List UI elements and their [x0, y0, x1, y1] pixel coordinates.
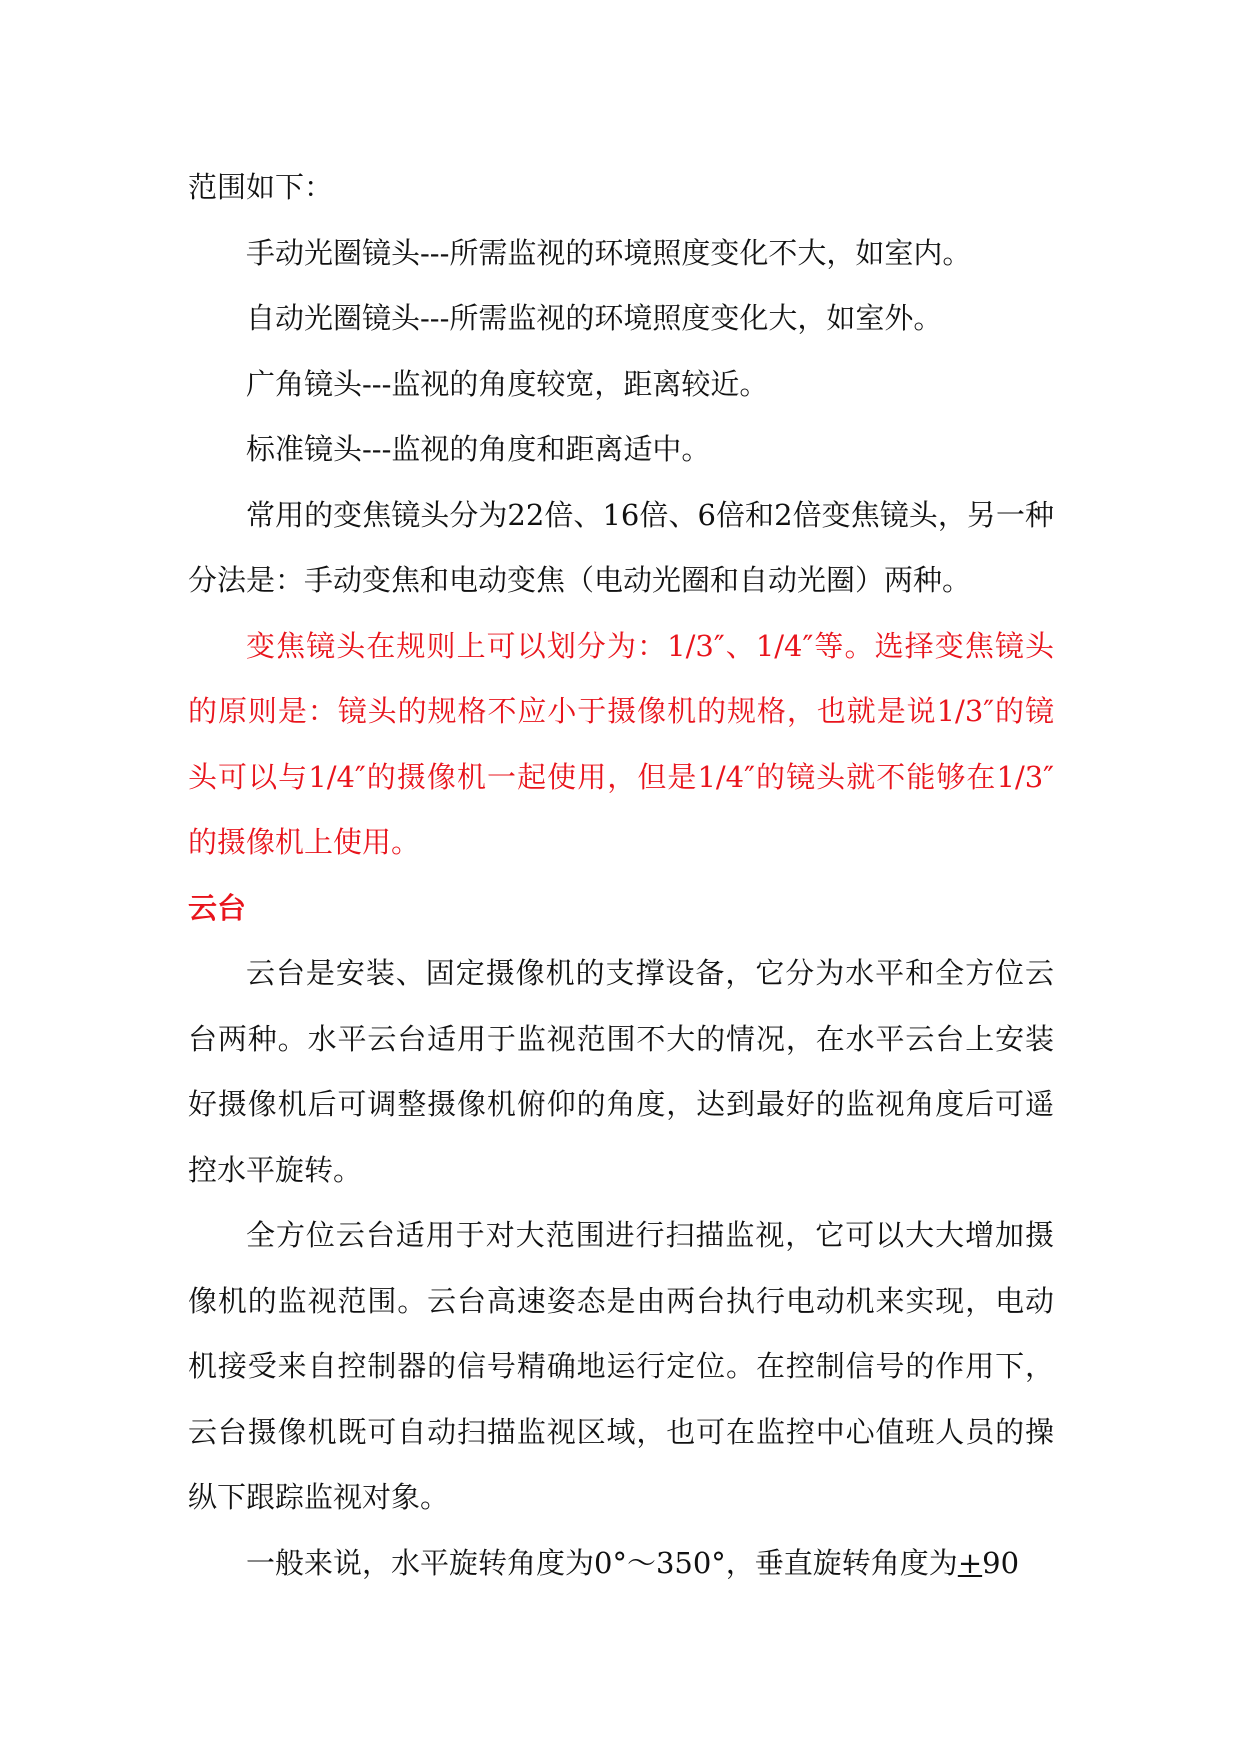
paragraph-rotation-angles	[188, 1531, 1054, 1597]
rotation-angles-text: 一般来说，水平旋转角度为0°～350°，垂直旋转角度为	[246, 1545, 958, 1580]
paragraph-pan-tilt-definition: 云台是安装、固定摄像机的支撑设备，它分为水平和全方位云台两种。水平云台适用于监视范围不大的情况，在水平云台上安装好摄像机后可调整摄像机俯仰的角度，达到最好的监视角度后可遥控水平旋转。	[188, 956, 1054, 1187]
paragraph-zoom-lens-types: 常用的变焦镜头分为22倍、16倍、6倍和2倍变焦镜头，另一种分法是：手动变焦和电动变焦（电动光圈和自动光圈）两种。	[188, 497, 1054, 597]
paragraph-range-intro: 范围如下：	[188, 170, 334, 204]
paragraph-wide-angle-lens: 广角镜头---监视的角度较宽，距离较近。	[246, 366, 769, 401]
paragraph-zoom-lens-spec-highlight: 变焦镜头在规则上可以划分为：1/3″、1/4″等。选择变焦镜头的原则是：镜头的规格不应小于摄像机的规格，也就是说1/3″的镜头可以与1/4″的摄像机一起使用，但是1/4″的镜头就不能够在1/3″的摄像机上使用。	[188, 628, 1054, 859]
section-heading-pan-tilt: 云台	[188, 890, 247, 925]
paragraph-omnidirectional-pan-tilt: 全方位云台适用于对大范围进行扫描监视，它可以大大增加摄像机的监视范围。云台高速姿态是由两台执行电动机来实现，电动机接受来自控制器的信号精确地运行定位。在控制信号的作用下，云台摄像机既可自动扫描监视区域，也可在监控中心值班人员的操纵下跟踪监视对象。	[188, 1218, 1054, 1514]
paragraph-auto-iris-lens: 自动光圈镜头---所需监视的环境照度变化大，如室外。	[246, 301, 943, 335]
plus-minus-sign: +	[957, 1545, 983, 1580]
paragraph-manual-iris-lens: 手动光圈镜头---所需监视的环境照度变化不大，如室内。	[246, 235, 972, 270]
rotation-angle-value: 90	[982, 1545, 1020, 1580]
paragraph-standard-lens: 标准镜头---监视的角度和距离适中。	[246, 432, 711, 466]
document-body	[188, 155, 1054, 1596]
